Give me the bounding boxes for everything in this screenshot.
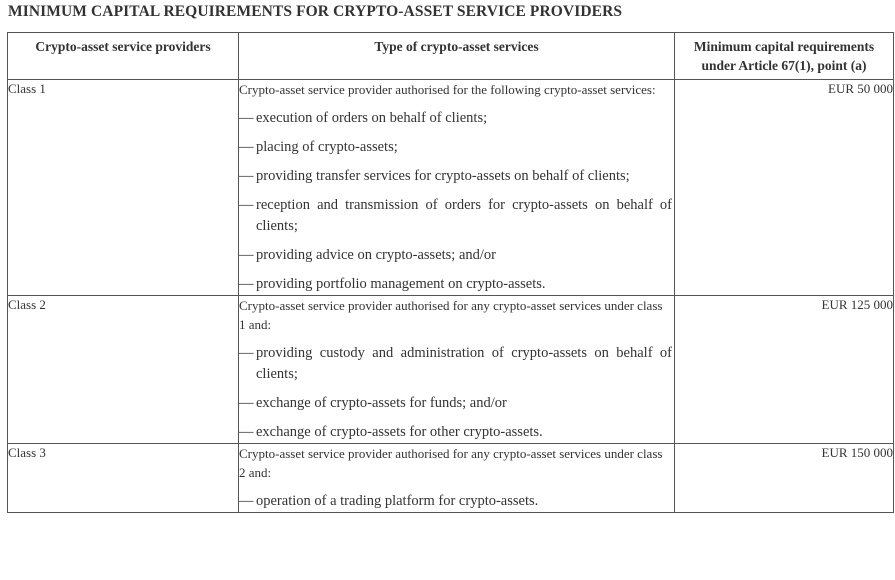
services-cell — [239, 295, 675, 443]
service-item-text: placing of crypto-assets; — [256, 138, 398, 155]
dash-marker: — — [239, 275, 254, 292]
column-header-services: Type of crypto-asset services — [239, 33, 675, 80]
service-item-text: reception and transmission of orders for crypto-assets on behalf of clients; — [256, 196, 672, 234]
services-cell — [239, 80, 675, 296]
service-item-text: exchange of crypto-assets for other crypto-assets. — [256, 423, 543, 440]
class-label: Class 1 — [8, 80, 239, 296]
dash-marker: — — [239, 167, 254, 184]
table-row-class-1 — [8, 80, 894, 296]
service-item — [239, 491, 674, 512]
services-cell — [239, 443, 675, 512]
dash-marker: — — [239, 109, 254, 126]
column-header-providers: Crypto-asset service providers — [8, 33, 239, 80]
service-item-text: providing portfolio management on crypto-assets. — [256, 275, 546, 292]
dash-marker: — — [239, 138, 254, 155]
service-item — [239, 245, 674, 266]
capital-requirements-table — [7, 32, 894, 513]
services-intro: Crypto-asset service provider authorised for the following crypto-asset services: — [239, 82, 656, 97]
service-item-text: providing transfer services for crypto-assets on behalf of clients; — [256, 167, 630, 184]
dash-marker: — — [239, 423, 254, 440]
service-item — [239, 274, 674, 295]
capital-amount: EUR 50 000 — [675, 80, 894, 296]
table-row-class-2 — [8, 295, 894, 443]
service-item — [239, 422, 674, 443]
services-intro: Crypto-asset service provider authorised for any crypto-asset services under class 2 and: — [239, 445, 663, 480]
service-item-text: providing advice on crypto-assets; and/or — [256, 246, 496, 263]
capital-amount: EUR 150 000 — [675, 443, 894, 512]
service-item-text: exchange of crypto-assets for funds; and/or — [256, 394, 507, 411]
service-item — [239, 343, 674, 385]
dash-marker: — — [239, 196, 254, 213]
dash-marker: — — [239, 246, 254, 263]
dash-marker: — — [239, 344, 254, 361]
service-item-text: operation of a trading platform for crypto-assets. — [256, 492, 539, 509]
column-header-capital: Minimum capital requirements under Article 67(1), point (a) — [675, 33, 894, 80]
class-label: Class 3 — [8, 443, 239, 512]
service-item — [239, 166, 674, 187]
service-item-text: execution of orders on behalf of clients; — [256, 109, 488, 126]
service-item — [239, 137, 674, 158]
capital-amount: EUR 125 000 — [675, 295, 894, 443]
service-item-text: providing custody and administration of crypto-assets on behalf of clients; — [256, 344, 672, 382]
service-item — [239, 393, 674, 414]
service-item — [239, 195, 674, 237]
page-title: MINIMUM CAPITAL REQUIREMENTS FOR CRYPTO-ASSET SERVICE PROVIDERS — [8, 3, 623, 20]
dash-marker: — — [239, 394, 254, 411]
services-intro: Crypto-asset service provider authorised for any crypto-asset services under class 1 and: — [239, 297, 663, 332]
service-item — [239, 108, 674, 129]
table-row-class-3 — [8, 443, 894, 512]
dash-marker: — — [239, 492, 254, 509]
table-header-row — [8, 33, 894, 80]
class-label: Class 2 — [8, 295, 239, 443]
